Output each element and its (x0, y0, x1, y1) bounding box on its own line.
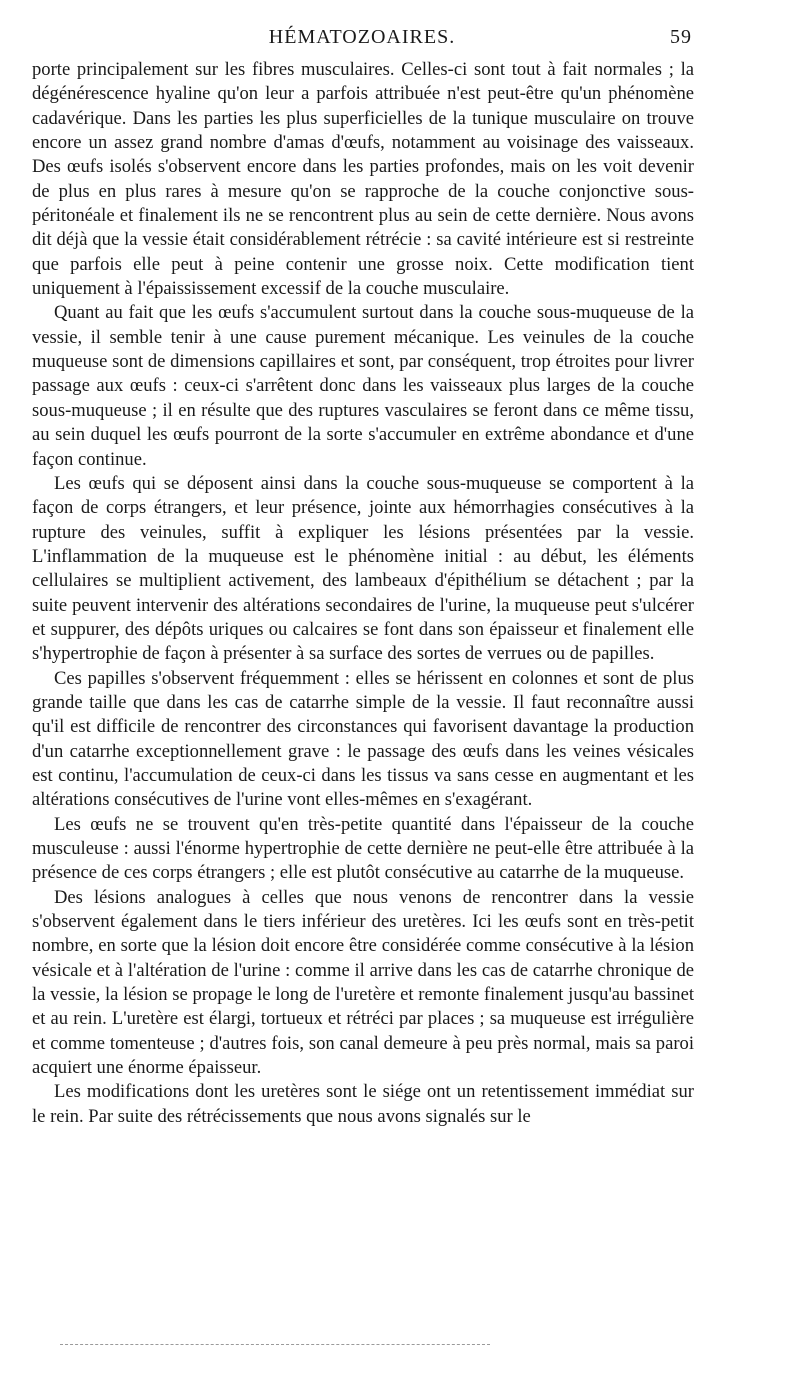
footer-rule (60, 1344, 490, 1345)
paragraph: Ces papilles s'observent fréquemment : elles se hérissent en colonnes et sont de plus grande taille que dans les cas de catarrhe simple de la vessie. Il faut reconnaître aussi qu'il est difficile de rencontrer des circonstances qui favorisent davantage la production d'un catarrhe exceptionnellement grave : le passage des œufs dans les veines vésicales est continu, l'accumulation de ceux-ci dans les tissus va sans cesse en augmentant et les altérations consécutives de l'urine vont elles-mêmes en s'exagérant. (32, 667, 694, 811)
paragraph: Quant au fait que les œufs s'accumulent surtout dans la couche sous-muqueuse de la vessie, il semble tenir à une cause purement mécanique. Les veinules de la couche muqueuse sont de dimensions capillaires et sont, par conséquent, trop étroites pour livrer passage aux œufs : ceux-ci s'arrêtent donc dans les vaisseaux plus larges de la couche sous-muqueuse ; il en résulte que des ruptures vasculaires se feront dans ce même tissu, au sein duquel les œufs pourront de la sorte s'accumuler en extrême abondance et d'une façon continue. (32, 302, 694, 470)
paragraph: Des lésions analogues à celles que nous venons de rencontrer dans la vessie s'observent également dans le tiers inférieur des uretères. Ici les œufs sont en très-petit nombre, en sorte que la lésion doit encore être considérée comme consécutive à la lésion vésicale et à l'altération de l'urine : comme il arrive dans les cas de catarrhe chronique de la vessie, la lésion se propage le long de l'uretère et remonte finalement jusqu'au bassinet et au rein. L'uretère est élargi, tortueux et rétréci par places ; sa muqueuse est irrégulière et comme tomenteuse ; d'autres fois, son canal demeure à peu près normal, mais sa paroi acquiert une énorme épaisseur. (32, 886, 694, 1079)
paragraph: Les œufs ne se trouvent qu'en très-petite quantité dans l'épaisseur de la couche musculeuse : aussi l'énorme hypertrophie de cette dernière ne peut-elle être attribuée à la présence de ces corps étrangers ; elle est plutôt consécutive au catarrhe de la muqueuse. (32, 813, 694, 884)
paragraph: Les œufs qui se déposent ainsi dans la couche sous-muqueuse se comportent à la façon de corps étrangers, et leur présence, jointe aux hémorrhagies consécutives à la rupture des veinules, suffit à expliquer les lésions présentées par la vessie. L'inflammation de la muqueuse est le phénomène initial : au début, les éléments cellulaires se multiplient activement, des lambeaux d'épithélium se détachent ; par la suite peuvent intervenir des altérations secondaires de l'urine, la muqueuse peut s'ulcérer et suppurer, des dépôts uriques ou calcaires se font dans son épaisseur et finalement elle s'hypertrophie de façon à présenter à sa surface des sortes de verrues ou de papilles. (32, 472, 694, 665)
running-title: HÉMATOZOAIRES. (268, 26, 456, 48)
page-number: 59 (670, 26, 692, 48)
page-header (32, 26, 692, 52)
paragraph: porte principalement sur les fibres musculaires. Celles-ci sont tout à fait normales ; la dégénérescence hyaline qu'on leur a parfois attribuée n'est peut-être qu'un phénomène cadavérique. Dans les parties les plus superficielles de la tunique musculaire on trouve encore un assez grand nombre d'amas d'œufs, notamment au voisinage des vaisseaux. Des œufs isolés s'observent encore dans les parties profondes, mais on les voit devenir de plus en plus rares à mesure qu'on se rapproche de la couche conjonctive sous-péritonéale et finalement ils ne se rencontrent plus au sein de cette dernière. Nous avons dit déjà que la vessie était considérablement rétrécie : sa cavité intérieure est si restreinte que parfois elle peut à peine contenir une grosse noix. Cette modification tient uniquement à l'épaississement excessif de la couche musculaire. (32, 59, 694, 300)
paragraph: Les modifications dont les uretères sont le siége ont un retentissement immédiat sur le rein. Par suite des rétrécissements que nous avons signalés sur le (32, 1081, 694, 1127)
body-text (32, 58, 694, 1129)
